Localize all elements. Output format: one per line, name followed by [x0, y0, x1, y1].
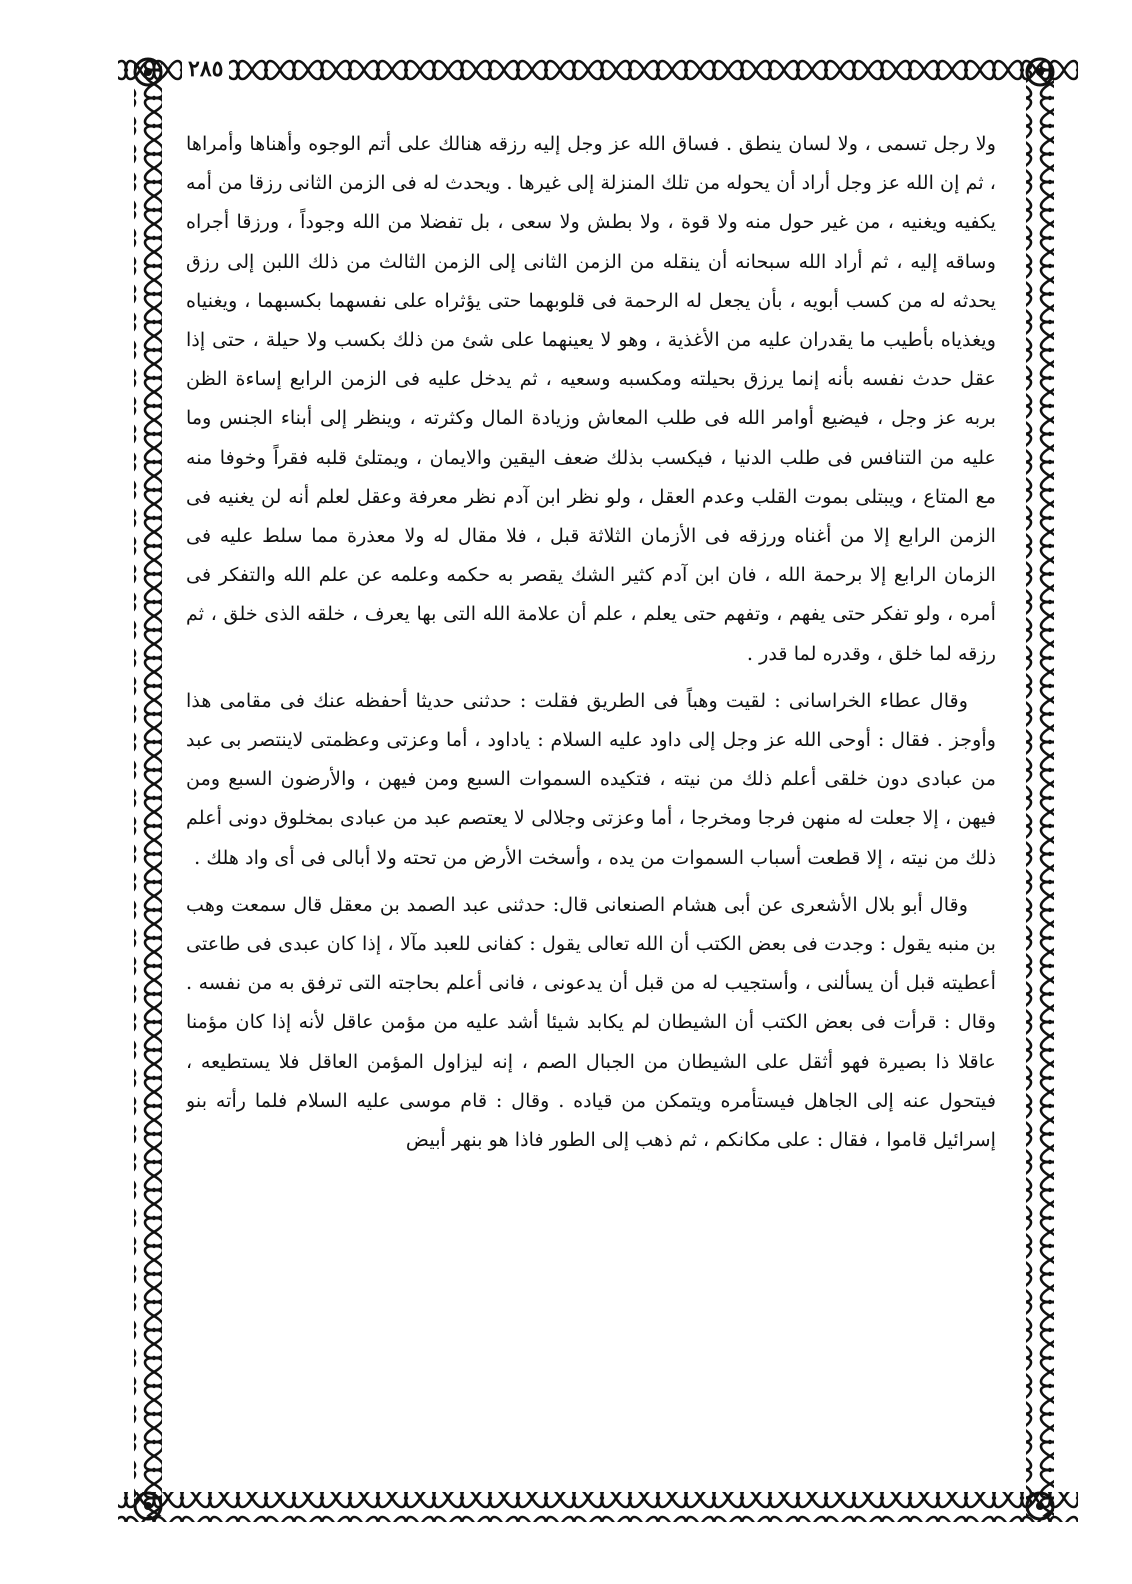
paragraph: وقال أبو بلال الأشعرى عن أبى هشام الصنعانى قال: حدثنى عبد الصمد بن معقل قال سمعت وهب بن منبه يقول : وجدت فى بعض الكتب أن الله تعالى يقول : كفانى للعبد مآلا ، إذا كان عبدى فى طاعتى أعطيته قبل أن يسألنى ، وأستجيب له من قبل أن يدعونى ، فانى أعلم بحاجته التى ترفق به من نفسه . وقال : قرأت فى بعض الكتب أن الشيطان لم يكابد شيئا أشد عليه من مؤمن عاقل لأنه إذا كان مؤمنا عاقلا ذا بصيرة فهو أثقل على الشيطان من الجبال الصم ، إنه ليزاول المؤمن العاقل فلا يستطيعه ، فيتحول عنه إلى الجاهل فيستأمره ويتمكن من قياده . وقال : قام موسى عليه السلام فلما رأته بنو إسرائيل قاموا ، فقال : على مكانكم ، ثم ذهب إلى الطور فاذا هو بنهر أبيض	[186, 892, 996, 1152]
page-body	[186, 124, 996, 1514]
border-left	[134, 62, 162, 1516]
paragraph: وقال عطاء الخراسانى : لقيت وهباً فى الطريق فقلت : حدثنى حديثا أحفظه عنك فى مقامى هذا وأوجز . فقال : أوحى الله عز وجل إلى داود عليه السلام : ياداود ، أما وعزتى وعظمتى لاينتصر بى عبد من عبادى دون خلقى أعلم ذلك من نيته ، فتكيده السموات السبع ومن فيهن ، والأرضون السبع ومن فيهن ، إلا جعلت له منهن فرجا ومخرجا ، أما وعزتى وجلالى لا يعتصم عبد من عبادى بمخلوق دونى أعلم ذلك من نيته ، إلا قطعت أسباب السموات من يده ، وأسخت الأرض من تحته ولا أبالى فى أى واد هلك .	[186, 688, 996, 869]
border-top	[118, 58, 1078, 86]
paragraph: ولا رجل تسمى ، ولا لسان ينطق . فساق الله عز وجل إليه رزقه هنالك على أتم الوجوه وأهناها وأمراها ، ثم إن الله عز وجل أراد أن يحوله من تلك المنزلة إلى غيرها . ويحدث له فى الزمن الثانى رزقا من أمه يكفيه ويغنيه ، من غير حول منه ولا قوة ، ولا بطش ولا سعى ، بل تفضلا من الله وجوداً ، ورزقا أجراه وساقه إليه ، ثم أراد الله سبحانه أن ينقله من الزمن الثانى إلى الزمن الثالث من ذلك اللبن إلى رزق يحدثه له من كسب أبويه ، بأن يجعل له الرحمة فى قلوبهما حتى يؤثراه على نفسهما بكسبهما ، ويغنياه ويغذياه بأطيب ما يقدران عليه من الأغذية ، وهو لا يعينهما على شئ من ذلك بكسب ولا حيلة ، حتى إذا عقل حدث نفسه بأنه إنما يرزق بحيلته ومكسبه وسعيه ، ثم يدخل عليه فى الزمن الرابع إساءة الظن بربه عز وجل ، فيضيع أوامر الله فى طلب المعاش وزيادة المال وكثرته ، وينظر إلى أبناء الجنس وما عليه من التنافس فى طلب الدنيا ، فيكسب بذلك ضعف اليقين والايمان ، ويمتلئ قلبه فقراً وخوفا منه مع المتاع ، ويبتلى بموت القلب وعدم العقل ، ولو نظر ابن آدم نظر معرفة وعقل لعلم أنه لن يغنيه فى الزمن الرابع إلا من أغناه ورزقه فى الأزمان الثلاثة قبل ، فلا مقال له ولا معذرة مما سلط عليه فى الزمان الرابع إلا برحمة الله ، فان ابن آدم كثير الشك يقصر به حكمه وعلمه عن علم الله والتفكر فى أمره ، ولو تفكر حتى يفهم ، وتفهم حتى يعلم ، علم أن علامة الله التى بها يعرف ، خلقه الذى خلق ، ثم رزقه لما خلق ، وقدره لما قدر .	[186, 132, 996, 665]
page-number: ٢٨٥	[182, 56, 229, 82]
border-right	[1026, 62, 1054, 1516]
